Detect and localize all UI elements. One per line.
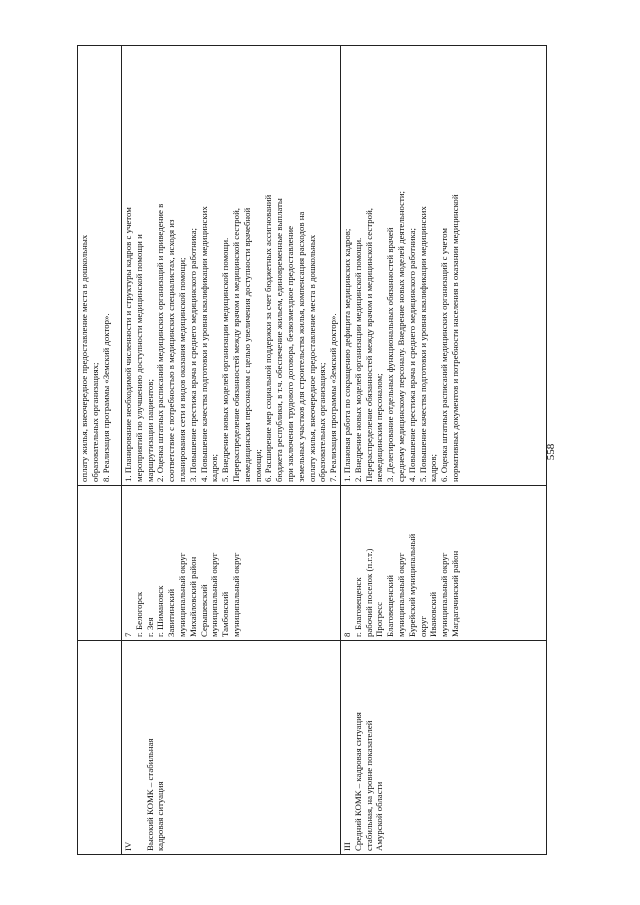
text-line: планирования сети и видов оказания медицинской помощи; [176,257,187,482]
text-line: нормативных документов и потребности населения в оказании медицинской [449,194,460,482]
text-line: образовательных организациях; [317,362,328,482]
table-row-continuation [78,46,122,855]
cell-measures [78,46,122,486]
text-line: Высокий КОМК – стабильная [144,738,155,851]
text-line: Ивановский [428,591,439,637]
table-row-group-iii [340,46,546,855]
text-line: Серышевский [198,584,209,637]
text-line: рабочий поселок (п.г.т.) [363,548,374,637]
text-line: мероприятий по улучшению доступности медицинской помощи и [133,234,144,482]
text-line: 6. Оценка штатных расписаний медицинских организаций с учетом [439,228,450,482]
cell-group [78,641,122,855]
cell-municipalities [122,486,341,641]
measures-table [77,45,547,855]
text-line: 6. Расширение мер социальной поддержки за счет бюджетных ассигнований [263,194,274,482]
cell-municipalities [78,486,122,641]
text-line: муниципальный округ [230,552,241,637]
rotated-table-wrapper [77,46,535,855]
text-line: IV [123,841,133,851]
text-line: 8 [341,632,352,637]
text-line: III [341,842,352,851]
text-line: г. Белогорск [133,591,144,637]
text-line: помощи; [252,449,263,482]
text-line: 4. Повышение качества подготовки и уровня квалификации медицинских [198,206,209,482]
text-line: 1. Плановая работа по сокращению дефицита медицинских кадров; [341,228,352,482]
text-line: 5. Внедрение новых моделей организации медицинской помощи. [220,237,231,482]
text-line: 2. Оценка штатных расписаний медицинских организаций и приведение в [155,203,166,482]
text-line: оплату жилья, внеочередное предоставление места в дошкольных [306,234,317,482]
text-line: земельных участков для строительства жилья, компенсация расходов на [295,211,306,482]
cell-group [122,641,341,855]
text-line: г. Благовещенск [352,577,363,637]
text-line: немедицинским персоналом с целью увеличения доступности врачебной [241,207,252,482]
text-line: г. Шимановск [155,585,166,637]
text-line: Благовещенский [385,574,396,637]
text-line: оплату жилья, внеочередное предоставление места в дошкольных [79,234,89,482]
text-line: Завитинский [166,588,177,637]
text-line: Тамбовский [220,591,231,637]
text-line: округ [417,616,428,637]
text-line: Средний КОМК – кадровая ситуация [352,712,363,851]
page-number: 558 [545,443,557,461]
text-line: образовательных организациях; [89,362,100,482]
cell-municipalities [340,486,546,641]
text-line: 3. Делегирование отдельных функциональных обязанностей врачей [385,227,396,482]
text-line: муниципальный округ [395,552,406,637]
text-line: при заключении трудового договора, безвозмездное предоставление [284,225,295,482]
cell-measures [340,46,546,486]
text-line: Перераспределение обязанностей между врачом и медицинской сестрой, [363,208,374,482]
text-line: Амурской области [374,781,385,851]
text-line: Бурейский муниципальный [406,533,417,637]
text-line: Прогресс [374,601,385,637]
text-line: стабильная, на уровне показателей [363,720,374,851]
text-line [134,644,145,851]
text-line: г. Зея [144,617,155,637]
cell-measures [122,46,341,486]
text-line: муниципальный округ [176,552,187,637]
text-line: 2. Внедрение новых моделей организации медицинской помощи. [352,237,363,482]
cell-group [340,641,546,855]
text-line: 5. Повышение качества подготовки и уровня квалификации медицинских [417,206,428,482]
text-line: 7 [123,632,133,637]
text-line: муниципальный округ [439,552,450,637]
text-line: кадровая ситуация [155,781,166,851]
table-row-group-iv [122,46,341,855]
text-line: немедицинским персоналом; [374,373,385,482]
text-line: соответствие с потребностью в медицинских специалистах, исходя из [166,219,177,482]
text-line: 4. Повышение престижа врача и среднего медицинского работника; [406,228,417,482]
text-line: бюджета республики, в т.ч. обеспечение жильем, единовременные выплаты [274,198,285,482]
text-line: Перераспределение обязанностей между врачом и медицинской сестрой, [230,208,241,482]
text-line: 3. Повышение престижа врача и среднего медицинского работника; [187,228,198,482]
text-line: Магдагачинский район [449,550,460,637]
text-line: муниципальный округ [209,552,220,637]
text-line: 1. Планирование необходимой численности и структуры кадров с учетом [123,207,133,482]
text-line: кадров; [209,454,220,482]
text-line: маршрутизации пациентов; [144,379,155,482]
text-line: кадров; [428,454,439,482]
text-line: среднему медицинскому персоналу. Внедрение новых моделей деятельности; [395,191,406,482]
text-line: 7. Реализация программы «Земский доктор». [328,313,339,482]
text-line: 8. Реализация программы «Земский доктор». [100,313,111,482]
text-line: Михайловский район [187,556,198,637]
